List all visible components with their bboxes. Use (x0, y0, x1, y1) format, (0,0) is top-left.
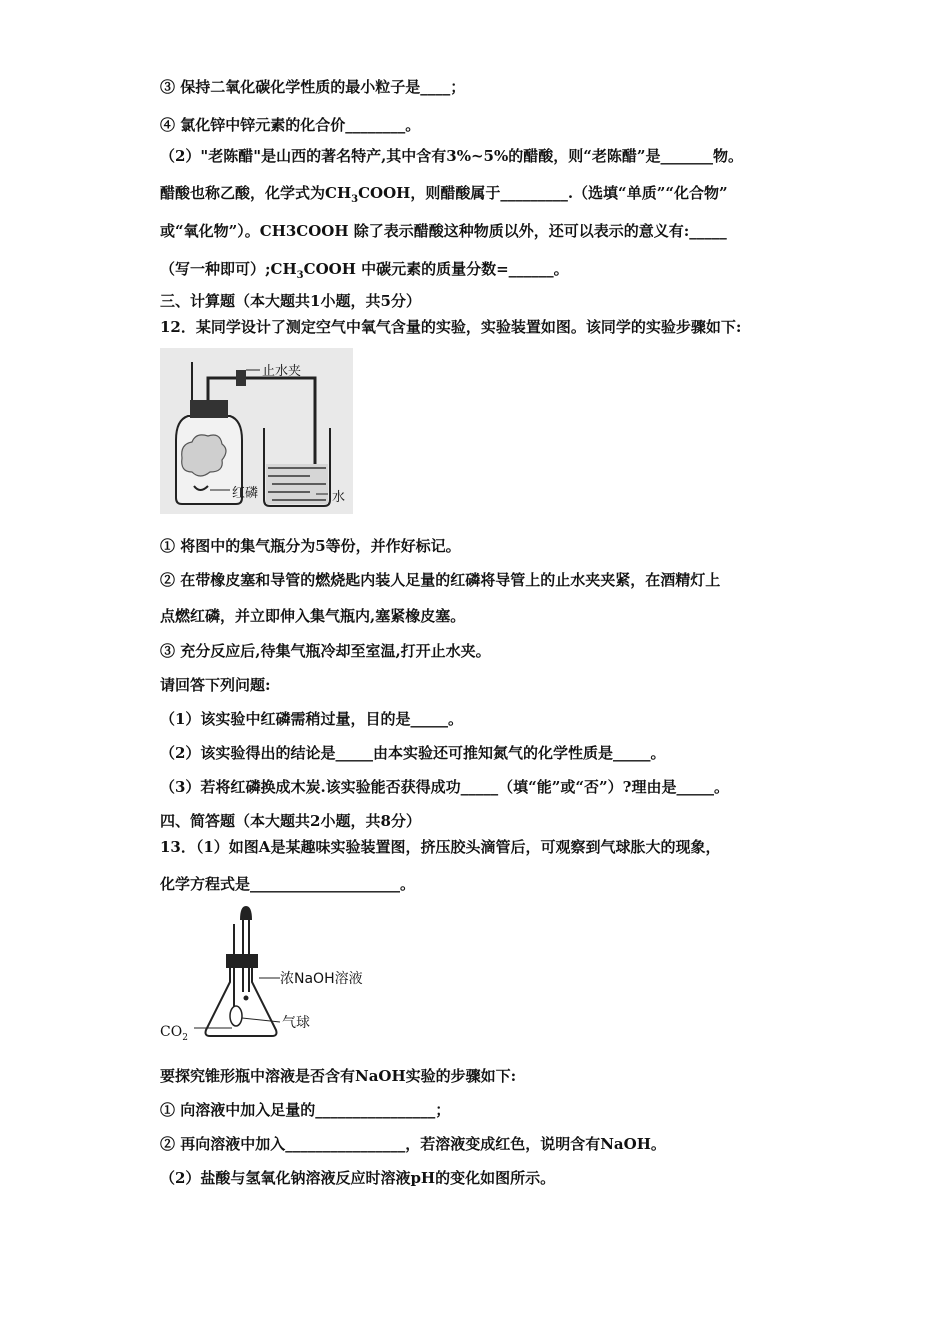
line-zinc-valence: ④ 氯化锌中锌元素的化合价________。 (160, 116, 421, 134)
probe-intro: 要探究锥形瓶中溶液是否含有NaOH实验的步骤如下: (160, 1067, 517, 1085)
clamp-label: 止水夹 (262, 364, 302, 379)
answer-prompt: 请回答下列问题: (160, 676, 271, 694)
water-label: 水 (332, 490, 346, 505)
question-13-part-2: （2）盐酸与氢氧化钠溶液反应时溶液pH的变化如图所示。 (160, 1169, 556, 1187)
red-phosphorus-label: 红磷 (232, 486, 259, 501)
sub-question-3: （3）若将红磷换成木炭.该实验能否获得成功_____（填“能”或“否”）?理由是_____。 (160, 778, 729, 796)
sub-question-1: （1）该实验中红磷需稍过量，目的是_____。 (160, 710, 463, 728)
step-2: ② 在带橡皮塞和导管的燃烧匙内装人足量的红磷将导管上的止水夹夹紧，在酒精灯上 (160, 571, 721, 589)
step-1: ① 将图中的集气瓶分为5等份，并作好标记。 (160, 537, 461, 555)
co2-label: $CO_2$ (160, 1024, 188, 1043)
step-2-cont: 点燃红磷，并立即伸入集气瓶内,塞紧橡皮塞。 (160, 607, 466, 625)
oxygen-apparatus-figure (160, 348, 353, 514)
question-12: 12．某同学设计了测定空气中氧气含量的实验，实验装置如图。该同学的实验步骤如下: (160, 318, 742, 336)
probe-step-1: ① 向溶液中加入足量的________________； (160, 1101, 451, 1119)
section-short-heading: 四、简答题（本大题共2小题，共8分） (160, 812, 421, 830)
balloon-label: 气球 (282, 1015, 310, 1031)
step-3: ③ 充分反应后,待集气瓶冷却至室温,打开止水夹。 (160, 642, 491, 660)
naoh-solution-label: 浓NaOH溶液 (280, 971, 363, 987)
sub-question-2: （2）该实验得出的结论是_____由本实验还可推知氮气的化学性质是_____。 (160, 744, 666, 762)
flask-figure (160, 902, 380, 1048)
line-zero-particle: ③ 保持二氧化碳化学性质的最小粒子是____； (160, 78, 466, 96)
question-13: 13．（1）如图A是某趣味实验装置图，挤压胶头滴管后，可观察到气球胀大的现象， (160, 838, 721, 856)
probe-step-2: ② 再向溶液中加入________________，若溶液变成红色，说明含有NaOH。 (160, 1135, 666, 1153)
line-meaning: 或“氧化物”）。CH3COOH 除了表示醋酸这种物质以外，还可以表示的意义有:_____ (160, 222, 727, 240)
line-carbon-fraction: （写一种即可）$;CH_3COOH$ 中碳元素的质量分数=______。 (160, 260, 569, 281)
section-calc-heading: 三、计算题（本大题共1小题，共5分） (160, 292, 421, 310)
line-vinegar: （2）"老陈醋"是山西的著名特产,其中含有3%~5%的醋酸，则“老陈醋”是_______物。 (160, 147, 743, 165)
line-acetic-acid: 醋酸也称乙酸，化学式为$CH_3COOH$，则醋酸属于_________.（选填“单质”“化合物” (160, 184, 728, 205)
question-13-equation: 化学方程式是____________________。 (160, 875, 416, 893)
